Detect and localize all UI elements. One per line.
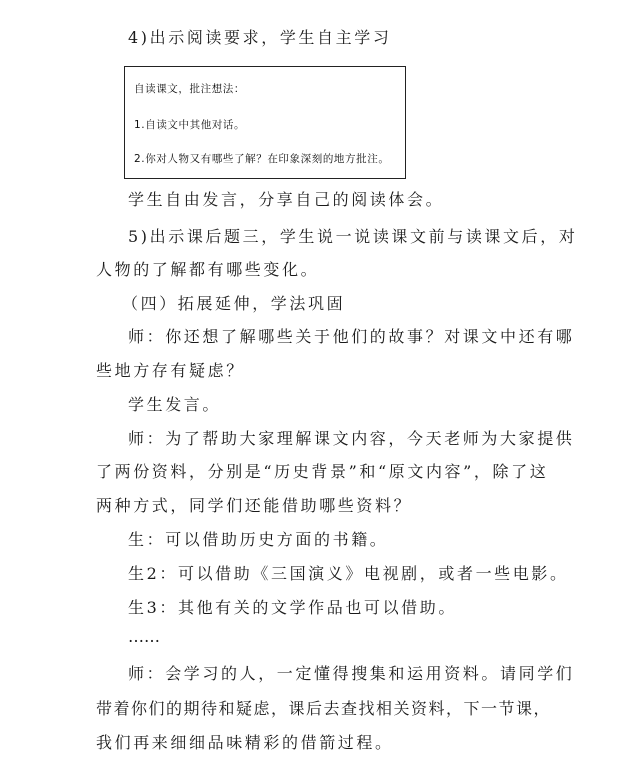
student-answer-3: 生3：其他有关的文学作品也可以借助。 bbox=[128, 598, 457, 617]
section-4-heading: （四）拓展延伸，学法巩固 bbox=[122, 294, 346, 313]
box-title: 自读课文，批注想法： bbox=[134, 83, 245, 95]
ellipsis: …… bbox=[128, 627, 160, 646]
paragraph-student-speak: 学生发言。 bbox=[128, 395, 222, 414]
teacher-question-line-1: 师：你还想了解哪些关于他们的故事？对课文中还有哪 bbox=[128, 327, 575, 346]
teacher-materials-line-3: 两种方式，同学们还能借助哪些资料？ bbox=[96, 496, 413, 515]
step-5-line-2: 人物的了解都有哪些变化。 bbox=[96, 260, 320, 279]
teacher-summary-line-3: 我们再来细细品味精彩的借箭过程。 bbox=[96, 733, 394, 752]
teacher-question-line-2: 些地方存有疑虑？ bbox=[96, 361, 245, 380]
box-item-1: 1.自读文中其他对话。 bbox=[134, 119, 246, 131]
reading-requirements-box bbox=[124, 66, 406, 179]
step-5-line-1: 5)出示课后题三，学生说一说读课文前与读课文后，对 bbox=[128, 227, 578, 246]
student-answer-1: 生：可以借助历史方面的书籍。 bbox=[128, 530, 389, 549]
paragraph-student-share: 学生自由发言，分享自己的阅读体会。 bbox=[128, 190, 445, 209]
teacher-materials-line-2: 了两份资料，分别是“历史背景”和“原文内容”，除了这 bbox=[96, 462, 549, 481]
box-item-2: 2.你对人物又有哪些了解？在印象深刻的地方批注。 bbox=[134, 153, 390, 165]
teacher-summary-line-1: 师：会学习的人，一定懂得搜集和运用资料。请同学们 bbox=[128, 664, 575, 683]
teacher-materials-line-1: 师：为了帮助大家理解课文内容，今天老师为大家提供 bbox=[128, 429, 575, 448]
student-answer-2: 生2：可以借助《三国演义》电视剧，或者一些电影。 bbox=[128, 564, 569, 583]
step-4-heading: 4)出示阅读要求，学生自主学习 bbox=[128, 28, 392, 47]
teacher-summary-line-2: 带着你们的期待和疑虑，课后去查找相关资料，下一节课， bbox=[96, 699, 552, 718]
